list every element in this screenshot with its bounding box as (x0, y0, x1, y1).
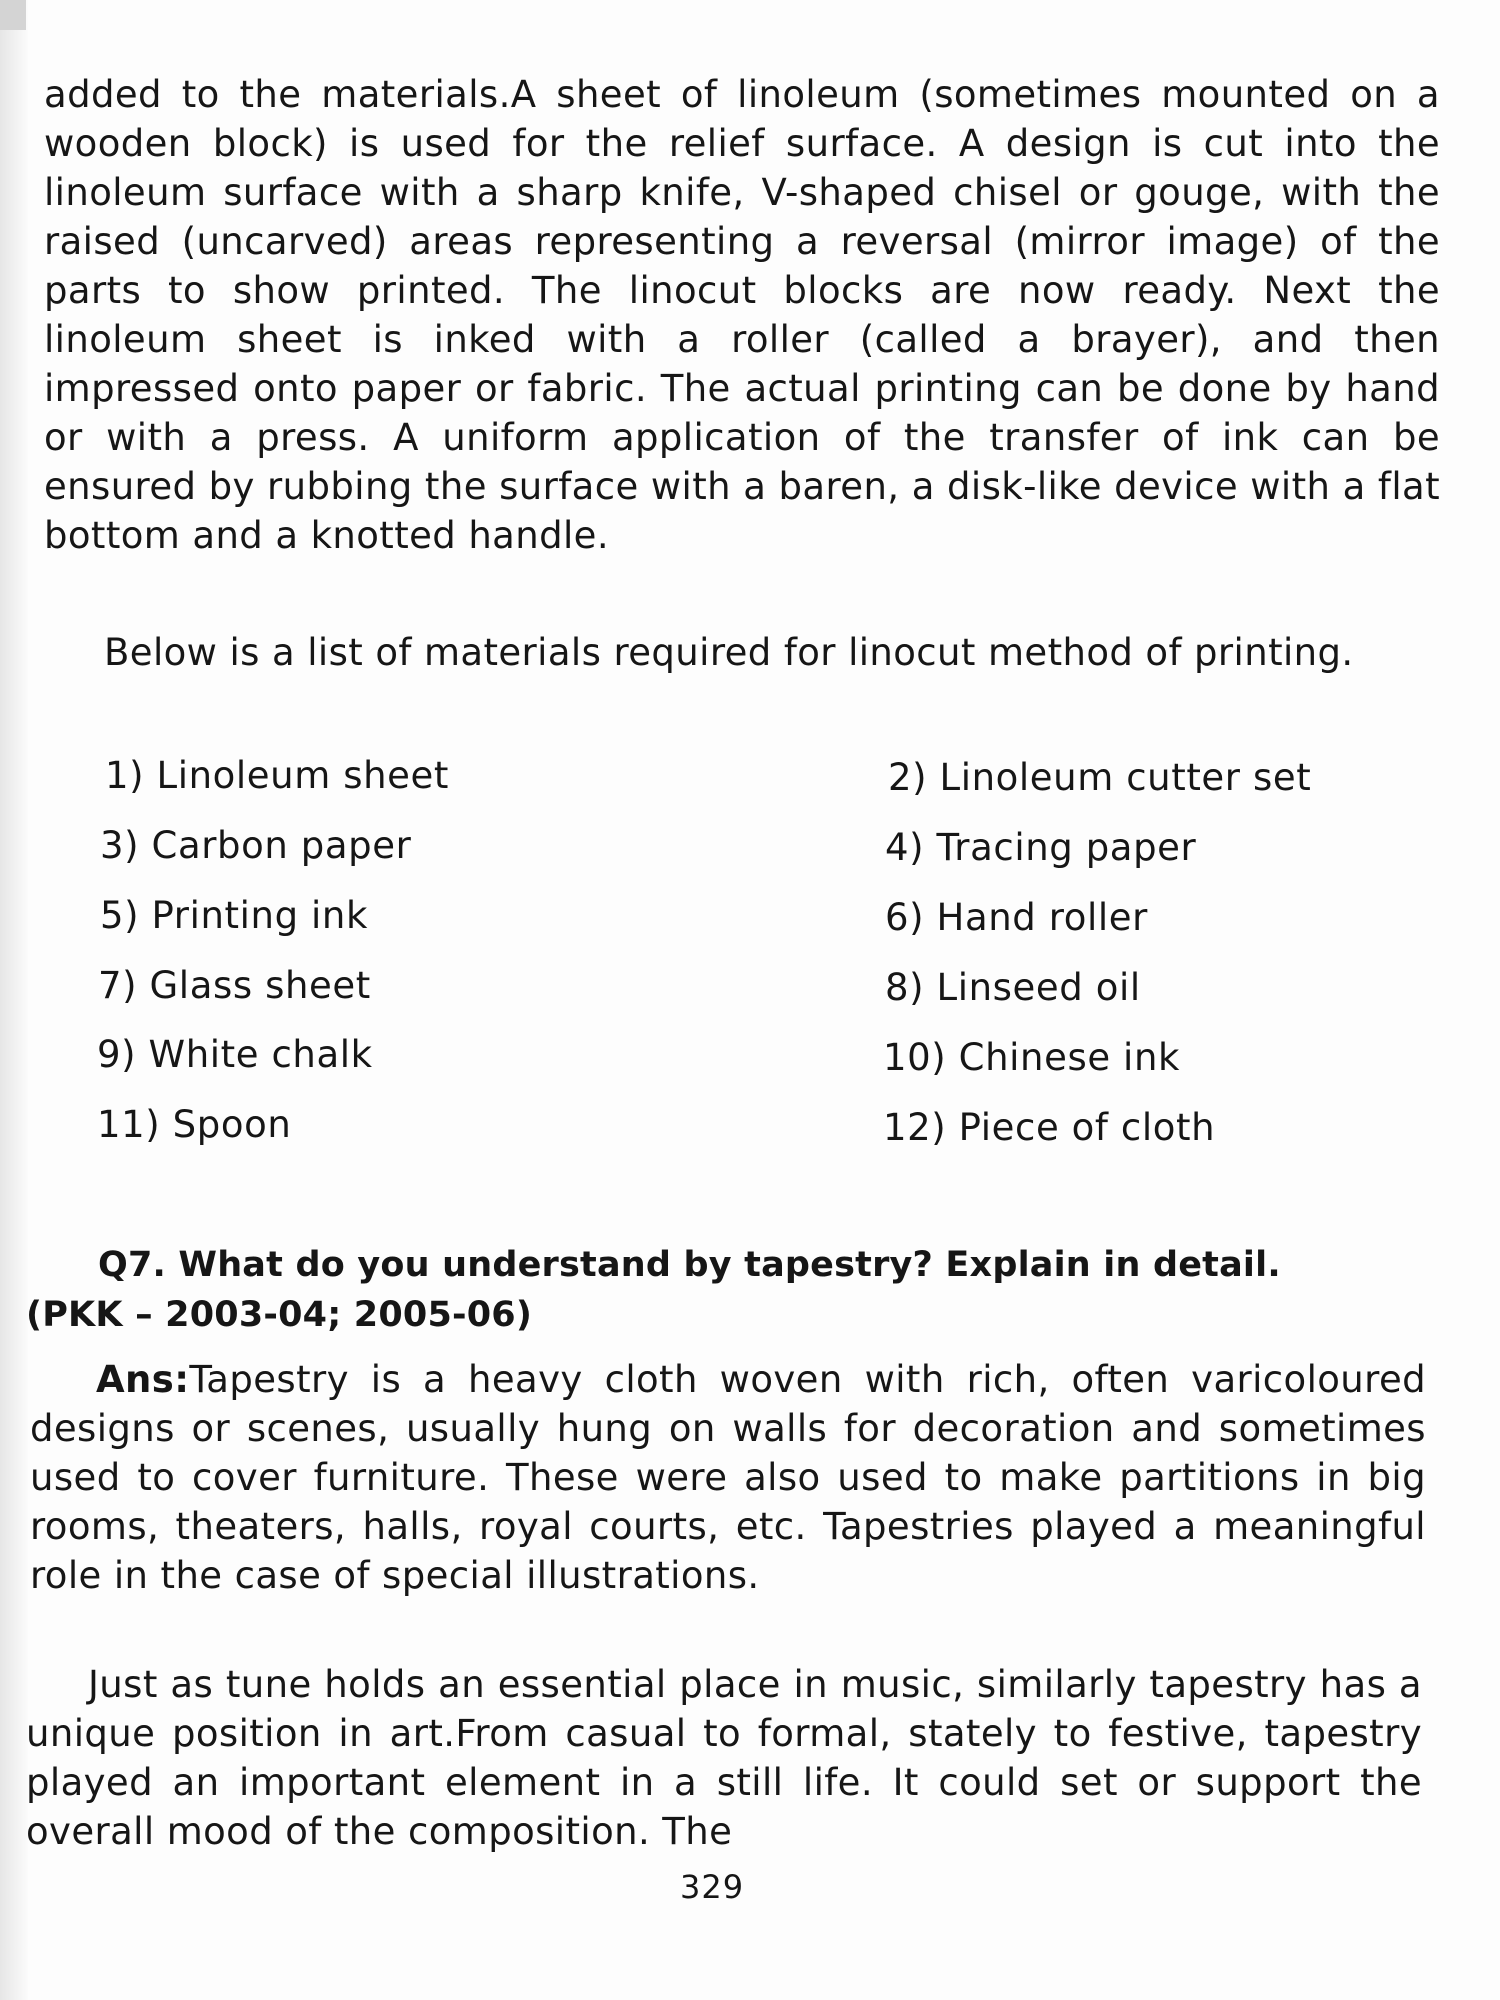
paragraph-tapestry-art: Just as tune holds an essential place in music, similarly tapestry has a unique position in art.From casual to formal, stately to festive, tapestry played an important element in a still life. It could set or support the overall mood of the composition. The (26, 1663, 1422, 1853)
paragraph-materials-intro: Below is a list of materials required for linocut method of printing. (104, 631, 1354, 674)
material-item-11: 11) Spoon (97, 1103, 292, 1146)
material-item-5: 5) Printing ink (100, 894, 368, 937)
material-item-1: 1) Linoleum sheet (105, 754, 449, 797)
answer-label: Ans: (96, 1358, 190, 1401)
material-item-3: 3) Carbon paper (100, 824, 412, 867)
page-number: 329 (680, 1868, 745, 1906)
page-edge-mark (0, 0, 26, 30)
material-item-4: 4) Tracing paper (885, 826, 1197, 869)
page-edge-shadow (0, 0, 28, 2000)
material-item-8: 8) Linseed oil (885, 966, 1141, 1009)
material-item-10: 10) Chinese ink (883, 1036, 1181, 1079)
material-item-6: 6) Hand roller (885, 896, 1148, 939)
paragraph-linocut-process: added to the materials.A sheet of linoleum (sometimes mounted on a wooden block) is used for the relief surface. A design is cut into the linoleum surface with a sharp knife, V-shaped chisel or gouge, with the raised (uncarved) areas representing a reversal (mirror image) of the parts to show printed. The linocut blocks are now ready. Next the linoleum sheet is inked with a roller (called a brayer), and then impressed onto paper or fabric. The actual printing can be done by hand or with a press. A uniform application of the transfer of ink can be ensured by rubbing the surface with a baren, a disk-like device with a flat bottom and a knotted handle. (44, 73, 1440, 557)
question-text: Q7. What do you understand by tapestry? Explain in detail. (98, 1245, 1281, 1285)
material-item-2: 2) Linoleum cutter set (888, 756, 1312, 799)
question-heading (26, 1240, 1426, 1340)
answer-paragraph (30, 1355, 1426, 1600)
answer-text: Tapestry is a heavy cloth woven with rich, often varicoloured designs or scenes, usually hung on walls for decoration and sometimes used to cover furniture. These were also used to make partitions in big rooms, theaters, halls, royal courts, etc. Tapestries played a meaningful role in the case of special illustrations. (30, 1358, 1426, 1597)
question-source: (PKK – 2003-04; 2005-06) (26, 1295, 533, 1335)
material-item-9: 9) White chalk (97, 1033, 373, 1076)
material-item-12: 12) Piece of cloth (883, 1106, 1216, 1149)
material-item-7: 7) Glass sheet (98, 964, 371, 1007)
